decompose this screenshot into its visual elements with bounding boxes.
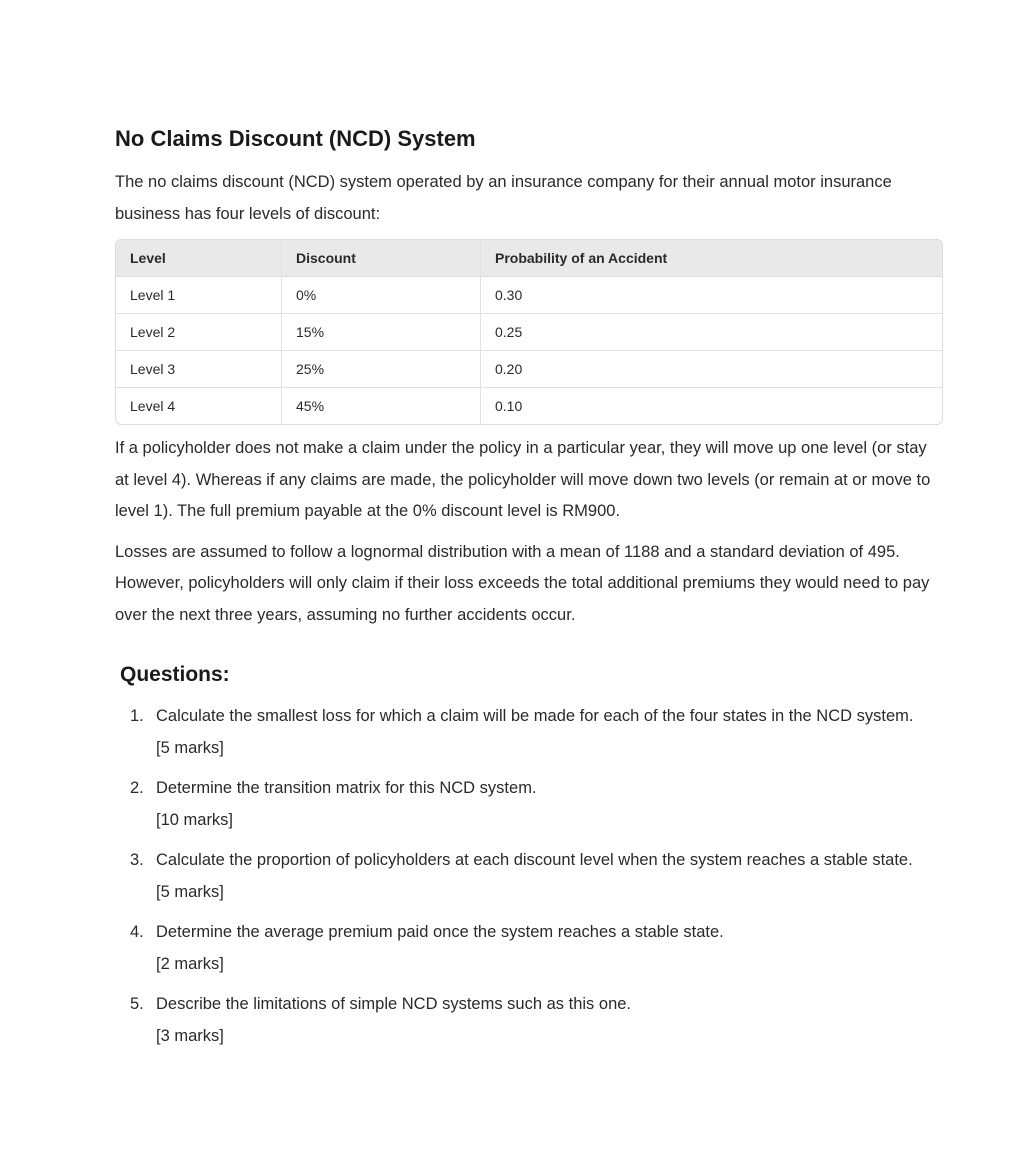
discount-table (115, 239, 943, 425)
question-marks: [10 marks] (156, 810, 234, 829)
list-item (130, 845, 940, 908)
questions-list (130, 701, 940, 1061)
cell-discount: 45% (281, 388, 480, 424)
question-number: 1. (130, 707, 144, 725)
cell-probability: 0.20 (480, 351, 942, 388)
list-item (130, 989, 940, 1052)
list-item (130, 917, 940, 980)
page-title: No Claims Discount (NCD) System (115, 126, 476, 151)
question-text: Calculate the proportion of policyholders at each discount level when the system reaches a stable state. (156, 851, 913, 869)
intro-paragraph: The no claims discount (NCD) system operated by an insurance company for their annual motor insurance business has four levels of discount: (115, 173, 892, 223)
question-number: 5. (130, 995, 144, 1013)
cell-level: Level 3 (116, 351, 281, 388)
cell-discount: 25% (281, 351, 480, 388)
question-marks: [5 marks] (156, 738, 224, 757)
table-row (116, 314, 942, 351)
column-header-level: Level (116, 240, 281, 277)
cell-probability: 0.25 (480, 314, 942, 351)
cell-level: Level 4 (130, 398, 176, 414)
table-row (116, 277, 942, 314)
cell-discount: 0% (281, 277, 480, 314)
rules-paragraph: If a policyholder does not make a claim under the policy in a particular year, they will move up one level (or stay at level 4). Whereas if any claims are made, the policyholder will move down two levels (or remain at or move to level 1). The full premium payable at the 0% discount level is RM900. (115, 439, 931, 520)
question-text: Determine the transition matrix for this NCD system. (156, 779, 537, 797)
question-marks: [2 marks] (156, 954, 224, 973)
question-text: Calculate the smallest loss for which a claim will be made for each of the four states in the NCD system. (156, 707, 914, 725)
table-row (116, 388, 942, 424)
cell-probability: 0.10 (480, 388, 942, 424)
cell-probability: 0.30 (480, 277, 942, 314)
question-number: 4. (130, 923, 144, 941)
table-row (116, 351, 942, 388)
table-header-row (116, 240, 942, 277)
column-header-discount: Discount (281, 240, 480, 277)
losses-paragraph: Losses are assumed to follow a lognormal distribution with a mean of 1188 and a standard deviation of 495. However, policyholders will only claim if their loss exceeds the total additional premiums they would need to pay over the next three years, assuming no further accidents occur. (115, 542, 930, 624)
document-content (115, 120, 943, 631)
question-number: 2. (130, 779, 144, 797)
list-item (130, 701, 940, 764)
questions-heading: Questions: (120, 663, 230, 686)
question-number: 3. (130, 851, 144, 869)
cell-level: Level 2 (116, 314, 281, 351)
question-text: Describe the limitations of simple NCD systems such as this one. (156, 995, 632, 1013)
question-text: Determine the average premium paid once the system reaches a stable state. (156, 923, 724, 941)
list-item (130, 773, 940, 836)
question-marks: [3 marks] (156, 1026, 224, 1045)
cell-discount: 15% (281, 314, 480, 351)
column-header-probability: Probability of an Accident (480, 240, 942, 277)
cell-level: Level 1 (116, 277, 281, 314)
question-marks: [5 marks] (156, 882, 224, 901)
